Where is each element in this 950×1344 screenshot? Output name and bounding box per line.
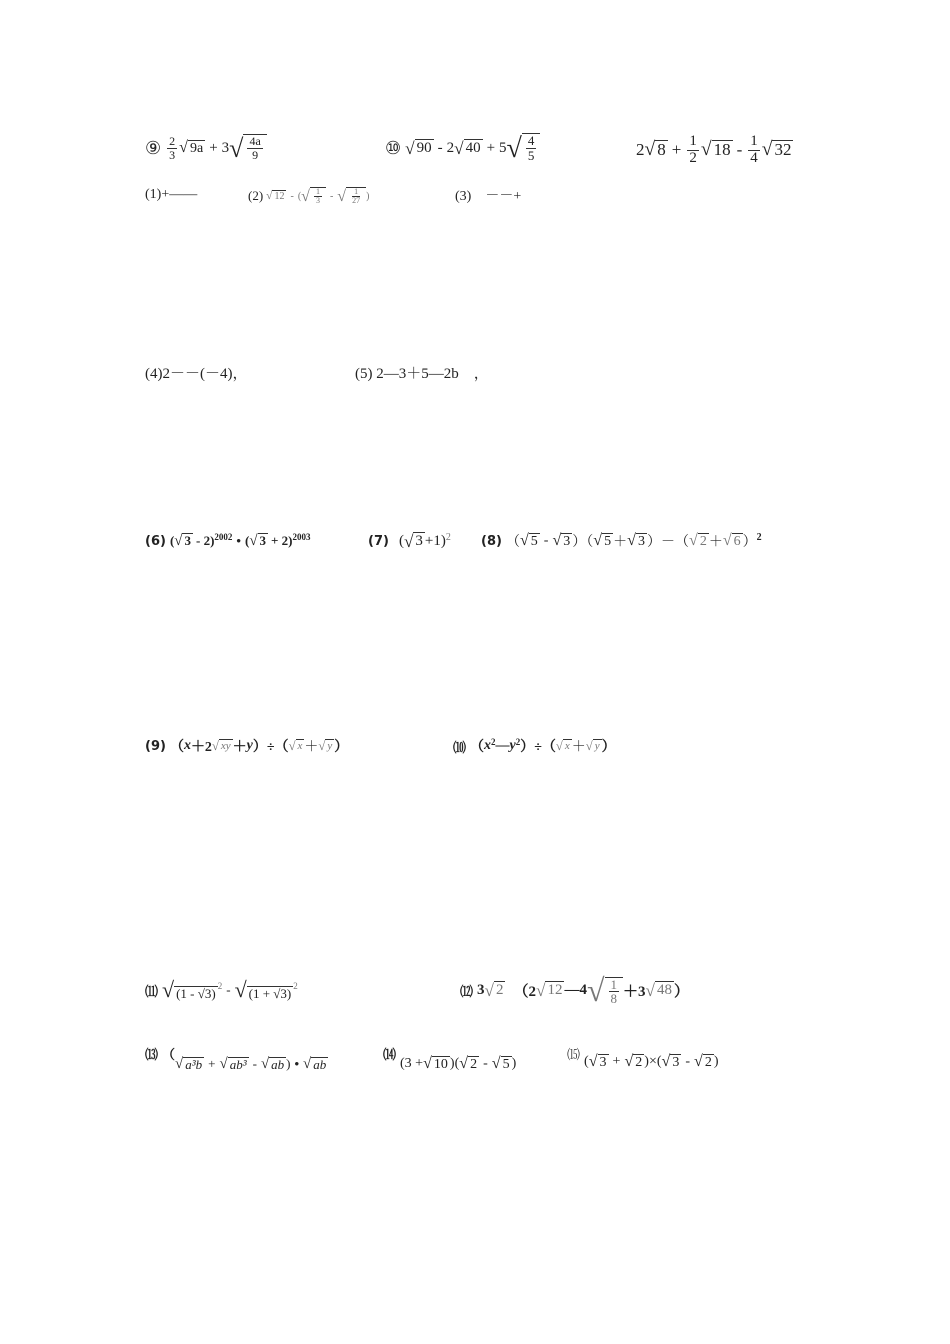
radicand: 12 [547, 982, 563, 999]
radical: √ 2 [459, 1055, 478, 1073]
problem-1: (1)+—— [145, 187, 198, 202]
radicand: 3 [563, 533, 571, 549]
operator: + [208, 1056, 216, 1071]
coefficient: 2 [446, 139, 455, 156]
radical: √ 2 [694, 1053, 712, 1071]
paren: ）÷（ [252, 740, 289, 755]
problem-label: (9) [145, 738, 166, 754]
radicand: 2 [699, 533, 707, 549]
numerator: 4 [527, 133, 535, 149]
paren: ）－（ [646, 535, 689, 550]
problem-9 [145, 733, 348, 759]
radicand: 3 [259, 533, 267, 549]
problem-10-circled [385, 128, 540, 168]
paren: ） [674, 983, 690, 1000]
radical: √ (1 + √3) [234, 977, 292, 1002]
numerator: 2 [169, 133, 176, 148]
radical: √ 48 [645, 980, 673, 1000]
radical: √ 5 [491, 1055, 510, 1073]
radical: √ 5 [519, 532, 538, 550]
coefficient: 3 [221, 139, 230, 156]
radicand: 2 [470, 1057, 478, 1072]
radical: √ $\frac{4a}{9}$ [229, 134, 267, 161]
radical: √ 5 [593, 532, 612, 550]
radical: √ (1 - √3) [162, 977, 216, 1002]
operator: + [209, 139, 218, 156]
operator: ＋ [571, 740, 586, 755]
problem-11 [145, 972, 298, 1008]
operator: ＋2 [190, 740, 212, 755]
paren: （ [169, 740, 184, 755]
paren: ( [169, 533, 175, 548]
problem-label: ⒂ [567, 1048, 581, 1063]
operator: + [612, 1054, 621, 1070]
fraction [167, 135, 177, 161]
problem-label: ⑨ [145, 137, 162, 159]
radicand: x [297, 740, 303, 753]
operator: ＋ [304, 740, 319, 755]
paren: （ [470, 740, 485, 755]
fraction [687, 134, 699, 167]
radical: √ $\frac{1}{8}$ [587, 974, 623, 1006]
radicand: 2 [495, 982, 504, 999]
radical: √ xy [211, 738, 231, 753]
problem-2 [248, 182, 369, 210]
exponent: 2 [445, 531, 451, 543]
problem-label: (6) [145, 533, 166, 549]
radicand: 5 [604, 533, 612, 549]
operator: - [685, 1054, 691, 1070]
radicand: 32 [774, 140, 792, 160]
radicand: 3 [184, 533, 191, 549]
operator: - [226, 982, 231, 997]
denominator: 27 [352, 196, 361, 205]
radical: √ 3 [627, 532, 645, 550]
paren: ）÷（ [520, 740, 556, 755]
radicand: 2 [704, 1055, 712, 1070]
radicand: ab [271, 1056, 285, 1072]
radical: √ x [288, 738, 303, 753]
expression-part: + 2) [271, 533, 293, 548]
operator: - [543, 533, 549, 548]
problem-5: (5) 2—3＋5—2b ， [355, 365, 489, 382]
numerator: 1 [315, 186, 320, 196]
radical: √ ab [303, 1056, 327, 1073]
operator: - [329, 190, 334, 202]
problem-13 [145, 1044, 328, 1078]
variable: y [246, 738, 253, 753]
expression [584, 1054, 719, 1070]
operator: - [437, 139, 443, 156]
radical: √ 9a [179, 139, 204, 157]
denominator: 3 [315, 196, 320, 205]
radical: √ 2 [688, 532, 707, 550]
radicand: 48 [657, 982, 673, 999]
problem-label: ⑾ [145, 984, 159, 1000]
exponent: 2002 [214, 532, 233, 542]
paren: )( [449, 1056, 460, 1072]
problem-14 [383, 1044, 516, 1078]
radical: √ 3 [403, 531, 423, 551]
radicand: 3 [637, 533, 645, 549]
operator: - [483, 1056, 488, 1072]
radicand: 3 [672, 1055, 680, 1070]
radical: √ 3 [588, 1053, 607, 1071]
radical: √ 3 [661, 1053, 680, 1071]
radicand: 18 [713, 140, 731, 160]
expression-part: （2 [513, 983, 536, 1000]
radical: √ 12 [266, 189, 285, 202]
denominator: 2 [689, 149, 697, 166]
paren: ) [713, 1054, 719, 1070]
problem-label: ⒀ [145, 1048, 159, 1063]
problem-label: ⑩ [385, 137, 402, 159]
radicand: 40 [465, 140, 481, 157]
radicand: 90 [416, 140, 432, 157]
radical: √ ab [260, 1056, 285, 1073]
expression [400, 1056, 516, 1072]
radicand: 6 [733, 533, 741, 549]
radical: √ y [318, 738, 333, 753]
radical: √ 10 [423, 1055, 448, 1073]
fraction [748, 134, 760, 167]
denominator: 4 [750, 149, 758, 166]
paren: ( [398, 532, 404, 549]
expression-part: (3 + [400, 1056, 424, 1072]
operator: - [736, 140, 743, 159]
numerator: 1 [610, 976, 618, 992]
operator: • [236, 533, 241, 548]
radicand: xy [220, 740, 231, 753]
problem-label: ⑽ [453, 740, 467, 756]
problem-7 [368, 526, 451, 556]
variable: x [183, 738, 191, 753]
problem-10 [453, 733, 616, 759]
coefficient: 5 [499, 139, 507, 156]
exponent: 2 [515, 737, 521, 747]
paren: ) [286, 1056, 291, 1071]
coefficient: 3 [477, 981, 485, 998]
paren: ） [334, 740, 349, 755]
denominator: 5 [527, 148, 535, 163]
radicand: (1 + √3) [248, 985, 292, 1001]
problem-label: (8) [481, 533, 502, 549]
operator: • [294, 1056, 300, 1071]
operator: - [252, 1056, 257, 1071]
expression-part: ＋3 [623, 983, 646, 1000]
operator: ＋ [613, 535, 628, 550]
exponent: 2 [293, 981, 298, 991]
radical: √ 3 [174, 532, 191, 549]
coefficient: 2 [636, 140, 645, 159]
radicand: 3 [415, 533, 423, 550]
radicand: y [594, 740, 600, 753]
radical: √ $\frac{1}{3}$ [301, 187, 326, 206]
paren: ) [366, 190, 370, 202]
paren: ( [297, 190, 302, 202]
radical: √ ab³ [219, 1056, 247, 1073]
paren: ) [511, 1056, 517, 1072]
operator: - [290, 190, 294, 202]
radicand: 8 [657, 140, 666, 160]
paren: ( [584, 1054, 589, 1070]
numerator: 1 [354, 186, 359, 196]
problem-4: (4)2－－(－4)， [145, 365, 248, 382]
paren: （ [505, 535, 520, 550]
radical: √ 6 [722, 532, 741, 550]
exponent: 2 [491, 737, 496, 747]
problem-12 [460, 966, 689, 1014]
radicand: 2 [635, 1055, 643, 1070]
radical: √ 12 [536, 980, 563, 1000]
radical: √ 3 [552, 532, 571, 550]
problem-label: ⑿ [460, 984, 474, 1000]
radicand: 5 [502, 1057, 510, 1072]
operator: )×( [644, 1054, 662, 1070]
radicand: 9a [189, 140, 204, 156]
radical: √ 18 [700, 139, 731, 161]
radical: √ 40 [454, 138, 481, 158]
radical: √ 8 [644, 139, 666, 161]
expression-part: —4 [564, 981, 587, 998]
operator: ＋ [232, 740, 247, 755]
exponent: 2003 [292, 532, 311, 542]
exponent: 2 [217, 981, 223, 991]
problem-label: (2) [248, 188, 264, 203]
radical: √ 2 [484, 980, 504, 1000]
radical: √ 90 [405, 138, 432, 158]
paren: ） [742, 535, 757, 550]
radical: √ $\frac{1}{27}$ [337, 187, 366, 206]
radicand: 3 [599, 1055, 607, 1070]
paren: ）（ [572, 535, 594, 550]
variable: y [509, 738, 516, 753]
problem-15 [567, 1044, 719, 1078]
operator: + [486, 139, 496, 156]
operator: — [495, 738, 510, 753]
problem-3: (3) －－+ [455, 189, 522, 204]
problem-label: ⒁ [383, 1048, 397, 1063]
radicand: ab [313, 1056, 327, 1072]
problem-label: (7) [368, 533, 389, 549]
radical: √ 32 [761, 139, 792, 161]
radical: √ x [555, 738, 570, 753]
denominator: 3 [169, 147, 176, 162]
problem-6 [145, 526, 311, 556]
radicand: a³b [185, 1056, 203, 1072]
variable: x [484, 738, 492, 753]
paren: （ [162, 1047, 176, 1062]
operator: + [671, 140, 682, 159]
exponent: 2 [756, 531, 762, 543]
denominator: 9 [252, 148, 259, 162]
radicand: ab³ [229, 1056, 247, 1072]
paren: ） [601, 740, 616, 755]
radicand: (1 - √3) [176, 985, 216, 1001]
problem-9-circled [145, 128, 267, 168]
paren: ( [244, 533, 250, 548]
radical: √ 2 [624, 1053, 643, 1071]
expression [175, 1056, 328, 1072]
expression-part: +1) [424, 532, 446, 549]
problem-row1-third [636, 128, 793, 172]
radicand: x [564, 740, 570, 753]
denominator: 8 [610, 991, 618, 1007]
numerator: 1 [750, 132, 758, 149]
radical: √ $\frac{4}{5}$ [507, 133, 541, 162]
numerator: 1 [689, 132, 697, 149]
radicand: y [327, 740, 333, 753]
radicand: 12 [274, 191, 285, 202]
radicand: 10 [433, 1057, 448, 1072]
radicand: 5 [530, 533, 538, 549]
radical: √ y [585, 738, 600, 753]
problem-8 [481, 526, 762, 556]
expression-part: - 2) [195, 533, 215, 548]
radical: √ 3 [249, 532, 267, 549]
numerator: 4a [249, 134, 261, 149]
radical: √ a³b [175, 1056, 203, 1073]
operator: ＋ [708, 535, 723, 550]
